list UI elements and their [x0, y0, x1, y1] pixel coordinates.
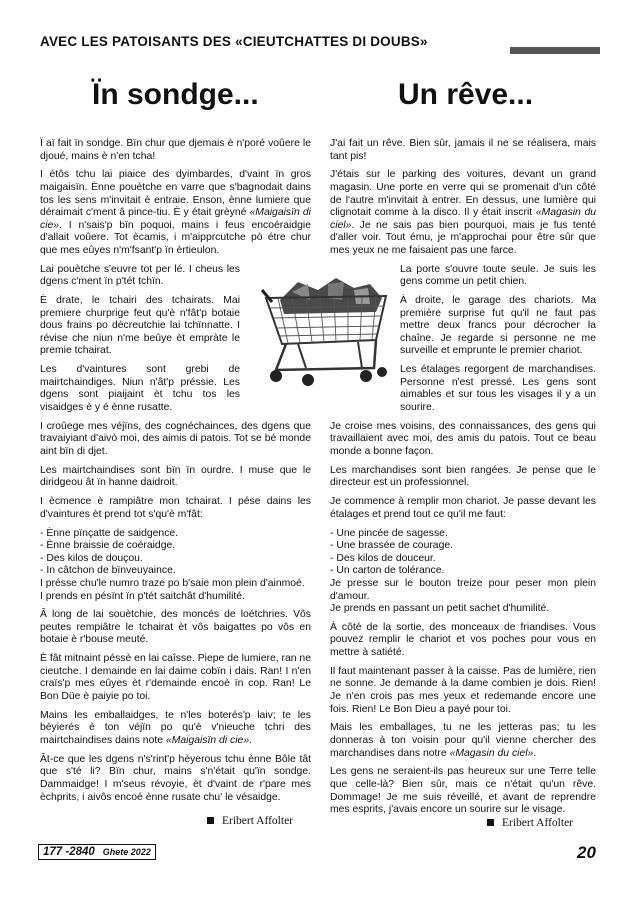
patois-column: [40, 138, 311, 810]
list-item: - Ènne braissie de coéraidge.: [40, 540, 176, 552]
patois-title: Ïn sondge...: [92, 78, 259, 111]
paragraph: Les d'vaintures sont grebi de mairtchaindiges. Niun n'ât'p préssie. Les dgens sont piaijaint èt tchu tos les visaidges è y é ènne rusatte.: [40, 364, 240, 414]
paragraph: Ât-ce que les dgens n's'rint'p hèyerous tchu ènne Bôle tât que s'té li? Bïn chur, mains s'n'était qu'ïn sondge. Dammaidge! I m'seus révoyie, èt d'vaint de r'pare mes èchprits, i aivôs encoé ènne rusate chu' le vésaidge.: [40, 753, 311, 803]
paragraph: Il faut maintenant passer à la caisse. Pas de lumière, rien ne sonne. Je demande à la dame combien je dois. Rien! Je n'en crois pas mes yeux et redemande encore une fois. Rien! Le Bon Dieu a payé pour toi.: [330, 665, 596, 715]
paragraph: J'étais sur le parking des voitures, devant un grand magasin. Une porte en verre qui se promenait d'un côté de l'autre m'invitait à entrer. En dessus, une lumière qui clignotait comme à la disco. Il y était inscrit «Magasin du ciel». Je ne sais pas bien pourquoi, mais je fus tenté d'aller voir. Tout ému, je m'approchai pour être sûr que mes yeux ne me faisaient pas une farce.: [330, 169, 597, 256]
page-header: [40, 34, 600, 56]
paragraph: Je prends en passant un petit sachet d'humilité.: [330, 603, 550, 615]
french-title: Un rêve...: [398, 78, 534, 111]
paragraph: Les étalages regorgent de marchandises. Personne n'est pressé. Les gens sont aimables et sur tous les visages il y a un sourire.: [400, 364, 596, 414]
paragraph: Les marchandises sont bien rangées. Je pense que le directeur est un professionnel.: [330, 464, 596, 489]
square-bullet-icon: [207, 817, 214, 824]
shopping-list: [40, 528, 311, 578]
paragraph: À côté de la sortie, des monceaux de friandises. Vous pouvez remplir le chariot et vos poches pour vous en mettre à satiété.: [330, 621, 596, 659]
paragraph: Les mairtchaindises sont bïn ïn ourdre. I muse que le diridgeou ât ïn hanne daidroit.: [40, 464, 311, 489]
header-title: AVEC LES PATOISANTS DES «CIEUTCHATTES DI DOUBS»: [40, 34, 428, 49]
paragraph: La porte s'ouvre toute seule. Je suis les gens comme un petit chien.: [400, 263, 596, 288]
paragraph: Je commence à remplir mon chariot. Je passe devant les étalages et prend tout ce qu'il me faut:: [330, 496, 596, 520]
issue-label: [38, 844, 156, 860]
paragraph: À droite, le garage des chariots. Ma première surprise fut qu'il ne faut pas mettre deux francs pour décrocher la chaîne. Je regarde si personne ne me surveille et emprunte le premier chariot.: [400, 295, 596, 357]
french-column: [330, 138, 596, 823]
list-item: - In câtchon de bïnveuyaince.: [40, 565, 176, 577]
list-item: - Une pincée de sagesse.: [330, 527, 448, 539]
paragraph: J'ai fait un rêve. Bien sûr, jamais il ne se réalisera, mais tant pis!: [330, 138, 596, 162]
signature-french: Eribert Affolter: [487, 817, 573, 829]
list-item: - Un carton de tolérance.: [330, 565, 445, 577]
shopping-cart-icon: [258, 270, 394, 392]
paragraph: Les gens ne seraient-ils pas heureux sur une Terre telle que celle-là? Bien sûr, mais ce n'était qu'un rêve. Dommage! Je me suis réveillé, et avant de reprendre mes esprits, j'avais encore un sourire sur le visage.: [330, 766, 596, 816]
signature-patois: Eribert Affolter: [207, 815, 293, 827]
paragraph: Lai pouètche s'euvre tot per lé. I cheus les dgens c'ment ïn p'tét tchïn.: [40, 263, 240, 288]
paragraph: Je croise mes voisins, des connaissances, des gens qui travaillaient avec moi, des amis du patois. Tout ce beau monde a bonne façon.: [330, 420, 596, 457]
paragraph: Mais les emballages, tu ne les jetteras pas; tu les donneras à ton voisin pour qu'il vienne chercher des marchandises dans notre «Magasin du ciel».: [330, 722, 596, 759]
list-item: - Une brassée de courage.: [330, 540, 454, 552]
list-item: - Ènne pïnçatte de saidgence.: [40, 527, 179, 539]
paragraph: I prends en pésïnt ïn p'tét saitchât d'humilité.: [40, 590, 245, 602]
paragraph: I présse chu'le numro traze po b'saie mon plein d'ainmoé.: [40, 577, 305, 589]
square-bullet-icon: [487, 819, 494, 826]
paragraph: I étôs tchu lai piaice des dyimbardes, d'vaint ïn gros maigaisïn. Ènne pouètche en varre que s'bagnodait dains tos les sens m'invitait è entraie. Enson, ènne lumiere que déraimait c'ment â pince-tiu. È y était grèyné «Maigaisïn di cie». I n'sais'p bïn poquoi, mains i feus encoéraidgie d'allait voûere. Tot ècamis, i m'aipprcutche pò étre chur que mes eûyes n'm'fsant'p ïn èrtieulon.: [40, 169, 311, 256]
paragraph: Â long de lai souètchie, des moncés de loétchries. Vôs peutes rempiâtre le tchairat èt vôs baigattes po vôs en botaie è r'bouse meuté.: [40, 609, 311, 646]
paragraph: I ècmence è rampiâtre mon tchairat. I pése dains les d'vaintures èt prend tot s'qu'è m'fât:: [40, 496, 311, 520]
list-item: - Des kilos de douceur.: [330, 552, 436, 564]
shopping-list: [330, 528, 596, 578]
edition-label: Ghete 2022: [102, 847, 151, 857]
page-number: 20: [577, 843, 596, 862]
paragraph: È drate, le tchairi des tchairats. Mai premiere churprige feut qu'è n'fât'p botaie dous frains po dècreutchie lai tchïnnatte. I révise che niun n'me beûye èt empràte le premie tchairat.: [40, 295, 240, 357]
issue-number: 177 -2840: [43, 846, 95, 858]
paragraph: È fât mitnaint péssè en lai caîsse. Piepe de lumiere, ran ne cieutche. I demainde en lai daime cobïn i dais. Ran! I n'en craïs'p mes eûyes èt r'demainde encoè ïn cop. Ran! Le Bon Düe è paiyie po toi.: [40, 653, 311, 703]
paragraph: Mains les emballaidges, te n'les boterés'p laiv; te les bèyierés è ton véjïn po qu'è v'nieuche tchri des mairtchaindises dains note «Maigaisïn di cie».: [40, 709, 311, 746]
paragraph: Je presse sur le bouton treize pour peser mon plein d'amour.: [330, 577, 596, 602]
header-bar: [510, 47, 600, 54]
list-item: - Des kilos de douçou.: [40, 552, 143, 564]
paragraph: I croûege mes véjïns, des cognéchainces, des dgens que travaiyiant d'aivò moi, des aimis di patois. Tot se bé monde aint bïn di djet.: [40, 420, 311, 457]
paragraph: Ï aï fait ïn sondge. Bïn chur que djemais è n'poré voûere le djoué, mains è n'en tcha!: [40, 138, 311, 162]
